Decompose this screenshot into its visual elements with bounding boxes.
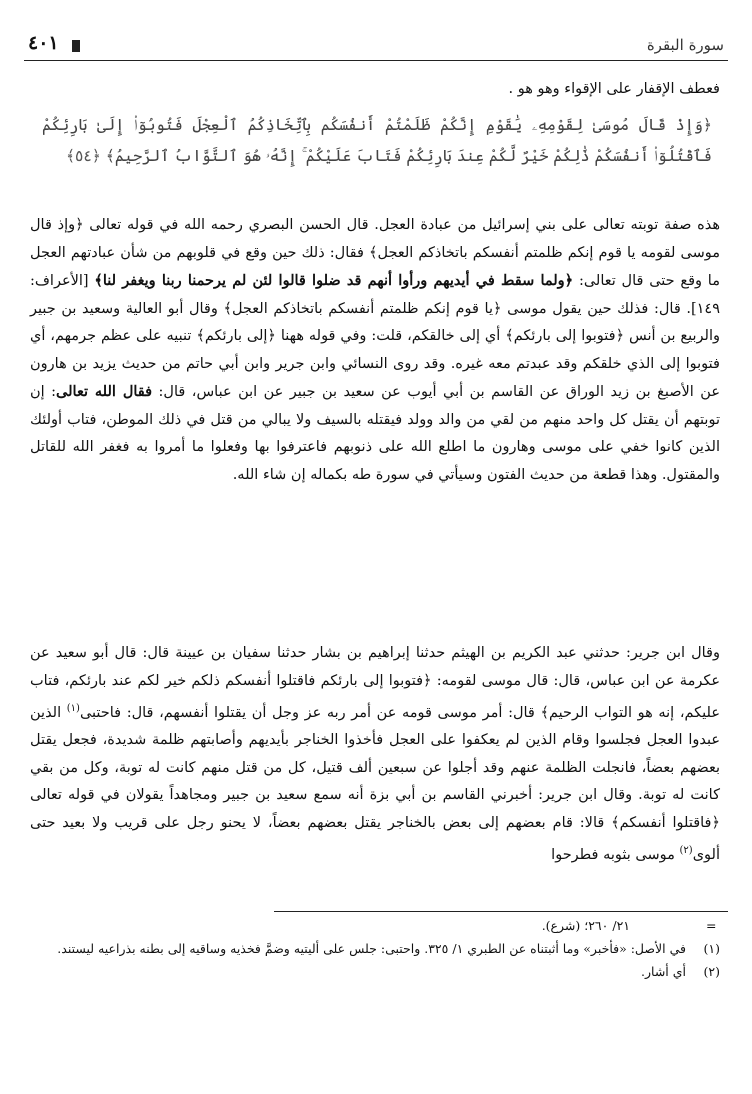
footnote-item <box>30 960 720 983</box>
intro-line: فعطف الإقفار على الإقواء وهو هو . <box>508 81 720 97</box>
quran-verse-text: ﴿وَإِذْ قَالَ مُوسَىٰ لِقَوْمِهِۦ يَٰقَوْمِ إِنَّكُمْ ظَلَمْتُمْ أَنفُسَكُم بِٱتِّخَاذِكُمُ ٱلْعِجْلَ فَتُوبُوٓا۟ إِلَىٰ بَارِئِكُمْ فَٱقْتُلُوٓا۟ أَنفُسَكُمْ ذَٰلِكُمْ خَيْرٌ لَّكُمْ عِندَ بَارِئِكُمْ فَتَابَ عَلَيْكُمْ ۚ إِنَّهُۥ هُوَ ٱلتَّوَّابُ ٱلرَّحِيمُ﴾ <box>42 116 712 165</box>
surah-title: سورة البقرة <box>646 36 724 54</box>
footnote-text: أي أشار. <box>641 964 686 979</box>
page-number: ٤٠١ <box>28 32 59 54</box>
footnote-separator <box>274 911 728 912</box>
footnote-number: (١) <box>703 941 720 956</box>
footnote-item <box>30 937 720 960</box>
paragraph-2 <box>30 640 720 870</box>
continuation-mark: = <box>706 918 717 933</box>
paragraph-1-part-3: : إن توبتهم أن يقتل كل واحد منهم من لقي من والد وولد فيقتله بالسيف ولا يبالي من قتل في ذلك الموطن، فتاب أولئك الذين كانوا خفي على موسى وهارون ما اطلع الله على ذنوبهم فاعترفوا بها وفعلوا ما أمروا به فغفر الله للقاتل والمقتول. وهذا قطعة من حديث الفتون وسيأتي في سورة طه بكماله إن شاء الله. <box>30 384 720 483</box>
paragraph-1 <box>30 212 720 489</box>
paragraph-2-part-1: وقال ابن جرير: حدثني عبد الكريم بن الهيثم حدثنا إبراهيم بن بشار حدثنا سفيان بن عيينة قال: قال أبو سعيد عن عكرمة عن ابن عباس، قال: قال موسى لقومه: ﴿فتوبوا إلى بارئكم فاقتلوا أنفسكم ذلكم خير لكم عند بارئكم، فتاب عليكم، إنه هو التواب الرحيم﴾ قال: أمر موسى قومه عن أمر ربه عز وجل أن يقتلوا أنفسهم، قال: فاحتبى <box>30 645 720 721</box>
paragraph-1-part-1: هذه صفة توبته تعالى على بني إسرائيل من عبادة العجل. قال الحسن البصري رحمه الله في قوله تعالى ﴿وإذ قال موسى لقومه يا قوم إنكم ظلمتم أنفسكم باتخاذكم العجل﴾ فقال: ذلك حين وقع في قلوبهم من شأن عبادتهم العجل ما وقع حتى قال تعالى: <box>30 217 720 289</box>
footnote-ref-1[interactable]: (١) <box>66 703 80 714</box>
paragraph-1-part-2: [الأعراف: ١٤٩]. قال: فذلك حين يقول موسى ﴿يا قوم إنكم ظلمتم أنفسكم باتخاذكم العجل﴾ وقال أبو العالية وسعيد بن جبير والربيع بن أنس ﴿فتوبوا إلى بارئكم﴾ أي إلى خالقكم، قلت: وفي قوله ههنا ﴿إلى بارئكم﴾ تنبيه على عظم جرمهم، أي فتوبوا إلى الذي خلقكم وقد عبدتم معه غيره. وقد روى النسائي وابن جرير وابن أبي حاتم من حديث يزيد بن هارون عن الأصبغ بن زيد الوراق عن القاسم بن أبي أيوب عن سعيد بن جبير عن ابن عباس، قال: <box>30 273 720 400</box>
paragraph-1-bold-phrase: فقال الله تعالى <box>56 383 153 400</box>
footnote-continuation-text: ٢١/ ٢٦٠؛ (شرع). <box>541 918 630 933</box>
paragraph-2-part-3: موسى بثوبه فطرحوا <box>551 847 680 864</box>
page-header <box>24 32 728 61</box>
footnote-number: (٢) <box>703 964 720 979</box>
footnote-ref-2[interactable]: (٢) <box>679 845 693 857</box>
paragraph-2-part-2: الذين عبدوا العجل فجلسوا وقام الذين لم يعكفوا على العجل فأخذوا الخناجر بأيديهم وأصابتهم ظلمة شديدة، فجعل يقتل بعضهم بعضاً، فانجلت الظلمة عنهم وقد أجلوا عن سبعين ألف قتيل، كل من قتل منهم كانت له توبة، وكل من بقي كانت له توبة. وقال ابن جرير: أخبرني القاسم بن أبي بزة أنه سمع سعيد بن جبير ومجاهداً يقولان في قوله تعالى ﴿فاقتلوا أنفسكم﴾ قالا: قام بعضهم إلى بعض بالخناجر يقتل بعضهم بعضاً، لا يحنو رجل على قريب ولا بعيد حتى ألوى <box>30 704 720 864</box>
ayah-number: ﴿٥٤﴾ <box>65 147 101 165</box>
header-divider-mark <box>72 40 80 52</box>
footnote-continuation <box>30 914 720 937</box>
footnotes <box>30 914 720 983</box>
quran-verse <box>42 110 712 172</box>
paragraph-1-bold-verse: ﴿ولما سقط في أيديهم ورأوا أنهم قد ضلوا قالوا لئن لم يرحمنا ربنا ويغفر لنا﴾ <box>94 272 574 289</box>
footnote-text: في الأصل: «فأخبر» وما أثبتناه عن الطبري ١/ ٣٢٥. واحتبى: جلس على أليتيه وضمَّ فخذيه وساقيه إلى بطنه بذراعيه ليستند. <box>57 941 686 956</box>
